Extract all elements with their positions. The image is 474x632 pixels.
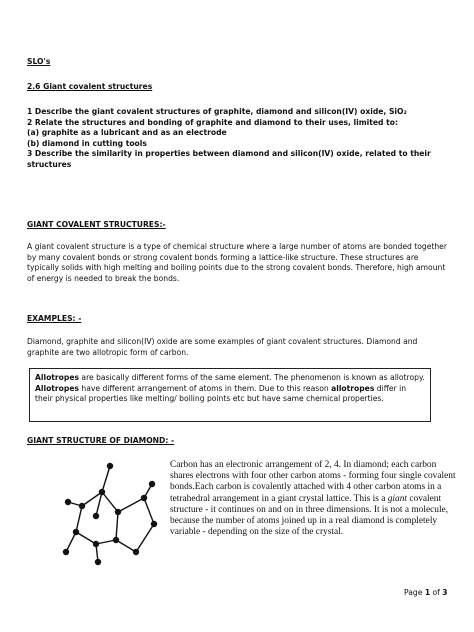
- allotropes-term-3: allotropes: [331, 383, 375, 393]
- examples-heading: EXAMPLES: -: [27, 314, 82, 323]
- diamond-description: [170, 460, 460, 538]
- allotropes-term-1: Allotropes: [35, 373, 79, 382]
- page-label: Page: [404, 588, 425, 597]
- allotropes-box: [29, 368, 431, 422]
- objectives-list: [27, 107, 447, 171]
- box-text-1: are basically different forms of the same element. The phenomenon is known as allotropy.: [79, 373, 425, 382]
- objective-2b: (b) diamond in cutting tools: [27, 138, 147, 148]
- page-footer: [404, 588, 448, 597]
- allotropes-term-2: Allotropes: [35, 383, 79, 393]
- diamond-text-2: covalent structure - it continues on and on in three dimensions. It is not a molecule, because the number of atoms joined up in a real diamond is completely variable - depending on the size of the crystal.: [170, 493, 449, 538]
- diamond-text-1: Carbon has an electronic arrangement of 2, 4. In diamond; each carbon shares electrons with four other carbon atoms - forming four single covalent bonds.Each carbon is covalently attached with 4 other carbon atoms in a tetrahedral arrangement in a giant crystal lattice. This is a: [170, 460, 456, 504]
- objective-1: 1 Describe the giant covalent structures of graphite, diamond and silicon(IV) oxide, SiO₂: [27, 107, 407, 116]
- objective-2: 2 Relate the structures and bonding of graphite and diamond to their uses, limited to:: [27, 117, 398, 127]
- diamond-lattice-diagram: [60, 462, 160, 567]
- slos-heading: SLO's: [27, 57, 51, 66]
- of-label: of: [430, 588, 443, 597]
- diamond-heading: GIANT STRUCTURE OF DIAMOND: -: [27, 436, 175, 445]
- giant-covalent-heading: GIANT COVALENT STRUCTURES:-: [27, 220, 166, 229]
- objective-3: 3 Describe the similarity in properties between diamond and silicon(IV) oxide, related to their structures: [27, 149, 431, 169]
- page-number: 1: [424, 588, 431, 597]
- box-text-3: differ in their physical properties like melting/ boiling points etc but have same chemical properties.: [35, 383, 407, 404]
- examples-paragraph: Diamond, graphite and silicon(IV) oxide are some examples of giant covalent structures. Diamond and graphite are two allotropic form of carbon.: [27, 337, 418, 357]
- page-total: 3: [442, 588, 448, 597]
- giant-covalent-paragraph: A giant covalent structure is a type of chemical structure where a large number of atoms are bonded together by many covalent bonds or strong covalent bonds forming a lattice-like structure. These structures are typically solids with high melting and boiling points due to the strong covalent bonds. Therefore, high amount of energy is needed to break the bonds.: [27, 242, 447, 283]
- objective-2a: (a) graphite as a lubricant and as an electrode: [27, 128, 227, 138]
- diamond-text-italic: giant: [387, 493, 407, 504]
- section-heading: 2.6 Giant covalent structures: [27, 82, 153, 91]
- carbon-atoms: [63, 463, 157, 565]
- diamond-bonds: [66, 466, 154, 562]
- box-text-2: have different arrangement of atoms in them. Due to this reason: [79, 383, 332, 393]
